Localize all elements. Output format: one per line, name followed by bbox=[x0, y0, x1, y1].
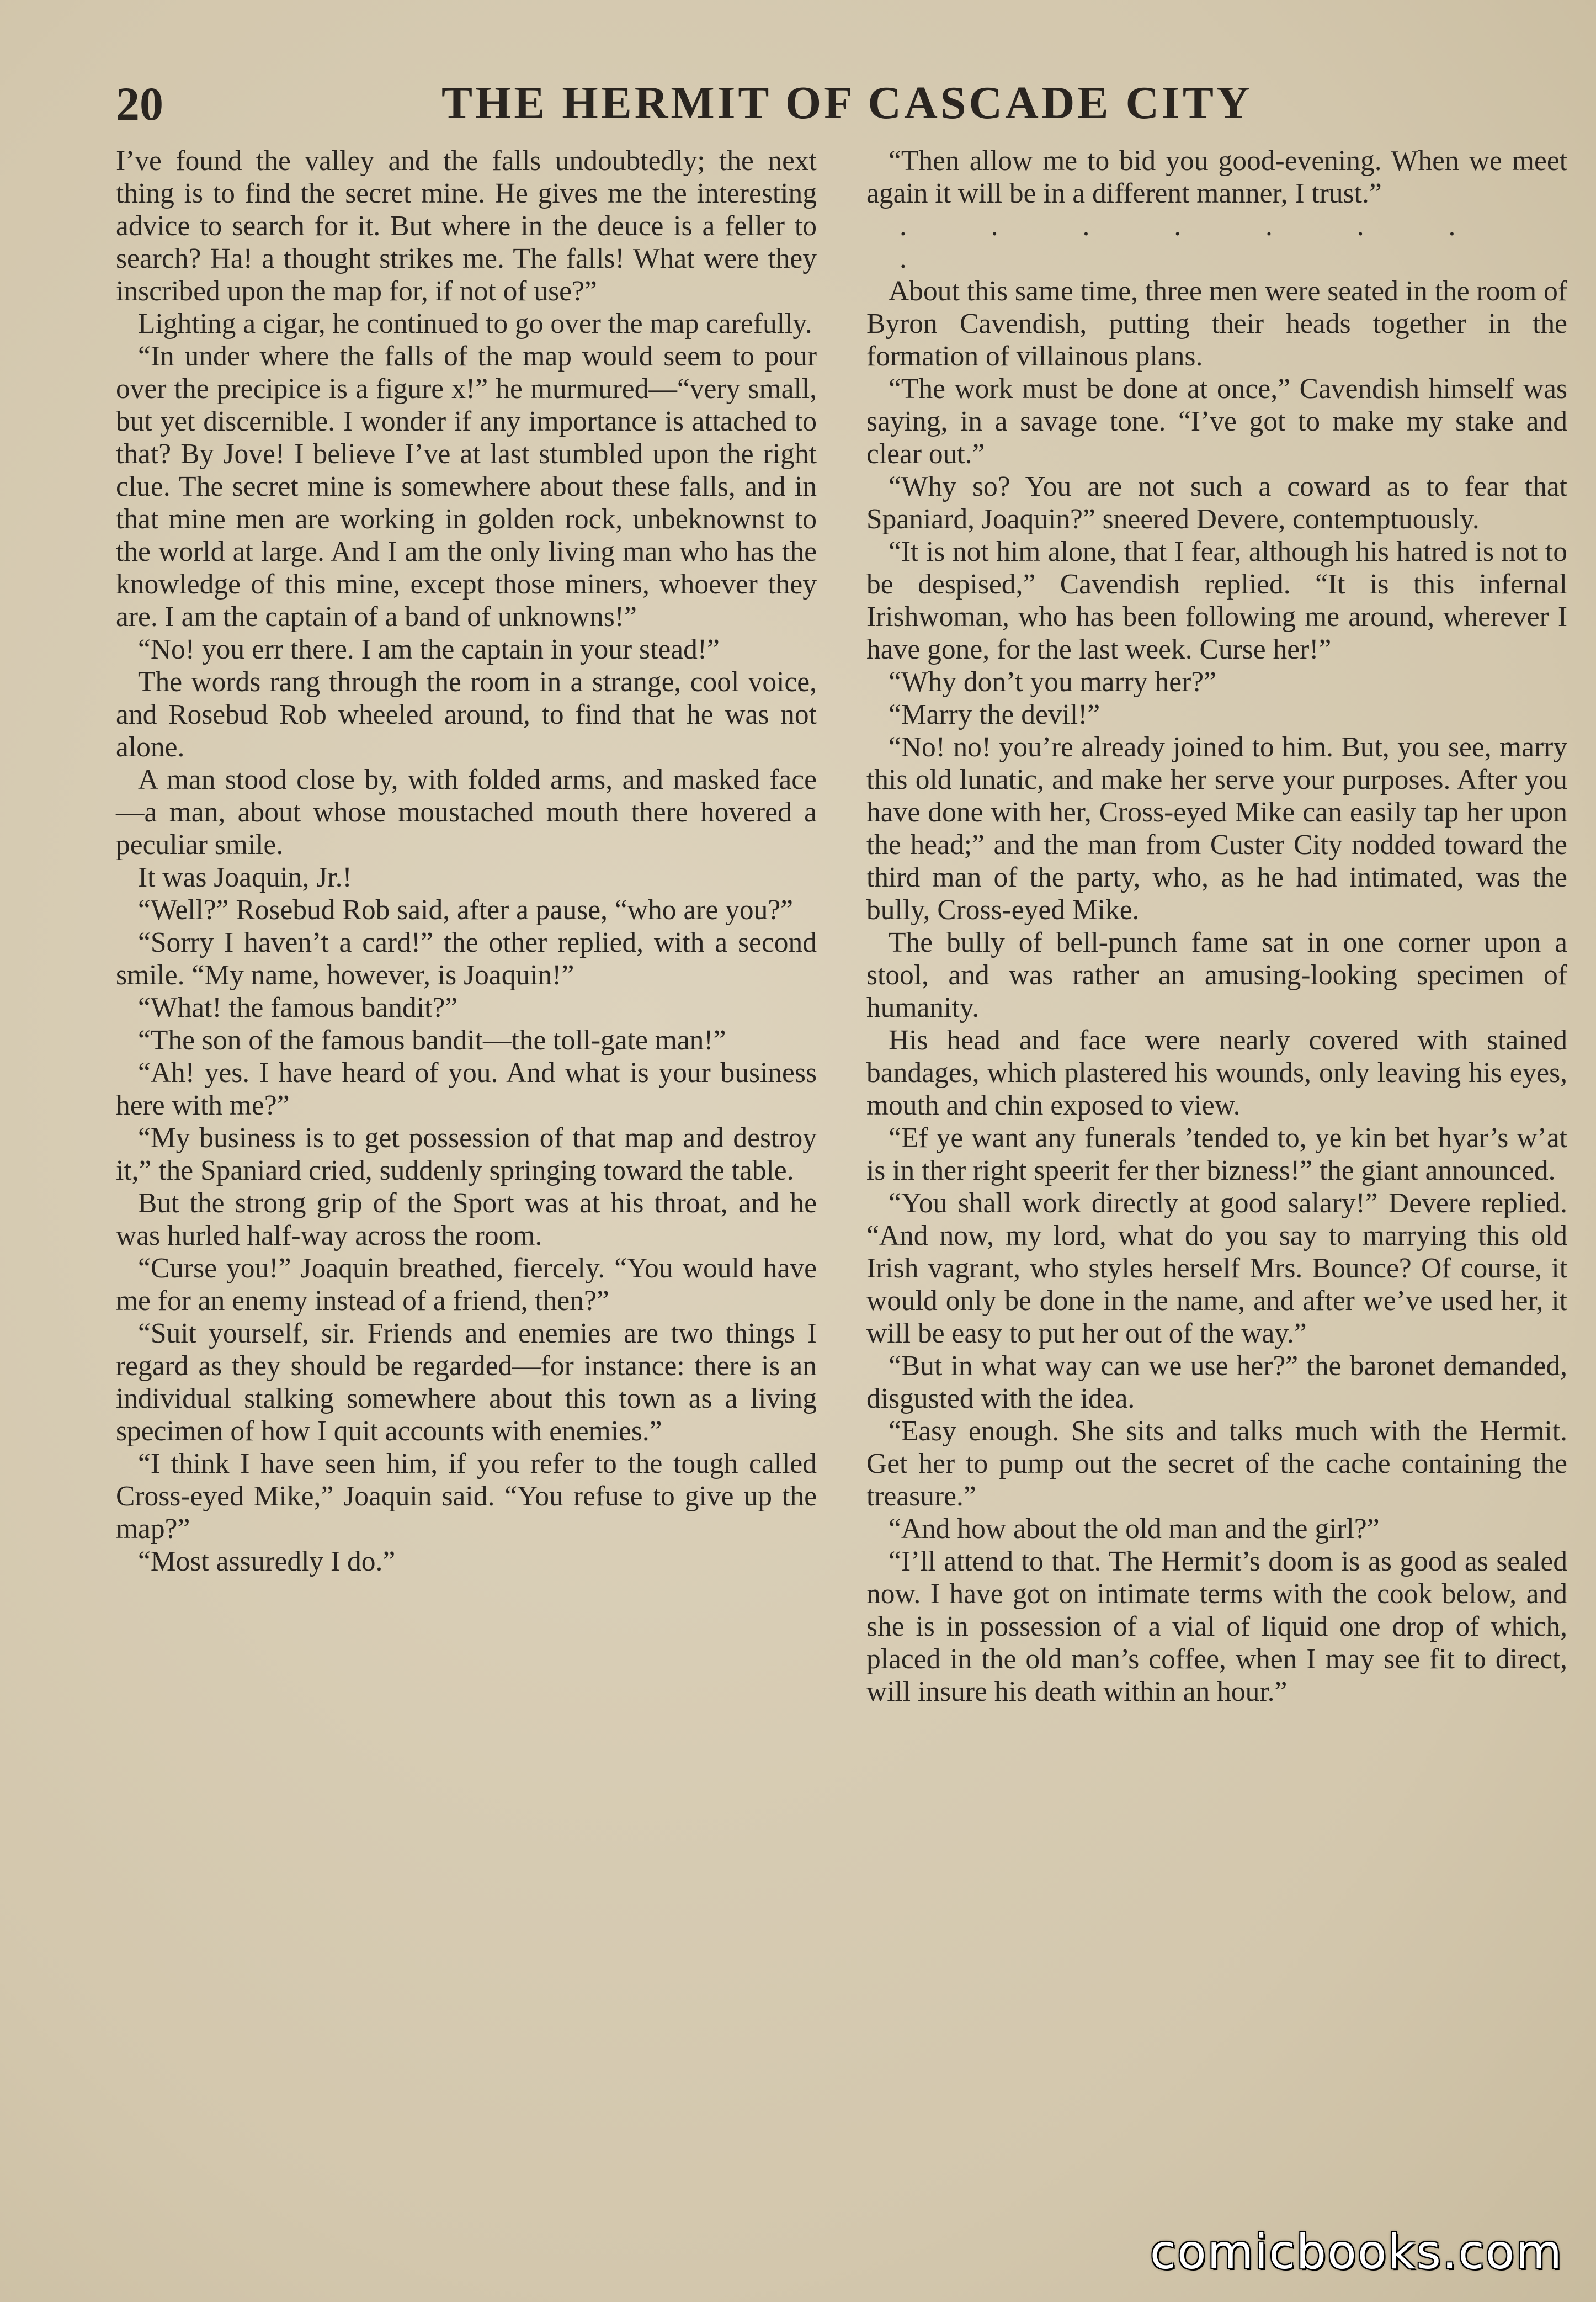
paragraph: The bully of bell-punch fame sat in one corner upon a stool, and was rather an amusing-looking specimen of humanity. bbox=[866, 927, 1567, 1023]
paragraph: “Most assuredly I do.” bbox=[138, 1546, 396, 1577]
paragraph: About this same time, three men were seated in the room of Byron Cavendish, putting their heads together in the formation of villainous plans. bbox=[866, 275, 1567, 372]
paragraph: Lighting a cigar, he continued to go over the map carefully. bbox=[138, 308, 812, 340]
page-number: 20 bbox=[116, 77, 163, 130]
left-column bbox=[116, 145, 817, 1578]
paragraph: “I think I have seen him, if you refer to the tough called Cross-eyed Mike,” Joaquin said. “You refuse to give up the map?” bbox=[116, 1448, 817, 1545]
paragraph: “And how about the old man and the girl?” bbox=[889, 1513, 1380, 1545]
paragraph: “Sorry I haven’t a card!” the other replied, with a second smile. “My name, however, is Joaquin!” bbox=[116, 927, 817, 991]
paragraph: “In under where the falls of the map would seem to pour over the precipice is a figure x!” he murmured—“very small, but yet discernible. I wonder if any importance is attached to that? By Jove! I believe I’ve at last stumbled upon the right clue. The secret mine is somewhere about these falls, and in that mine men are working in golden rock, unbeknownst to the world at large. And I am the only living man who has the knowledge of this mine, except those miners, whoever they are. I am the captain of a band of unknowns!” bbox=[116, 341, 817, 633]
paragraph: “Suit yourself, sir. Friends and enemies are two things I regard as they should be regarded—for instance: there is an individual stalking somewhere about this town as a living specimen of how I quit accounts with enemies.” bbox=[116, 1318, 817, 1447]
paragraph: “My business is to get possession of that map and destroy it,” the Spaniard cried, suddenly springing toward the table. bbox=[116, 1122, 817, 1186]
paragraph: “Ah! yes. I have heard of you. And what is your business here with me?” bbox=[116, 1057, 817, 1121]
paragraph: It was Joaquin, Jr.! bbox=[138, 862, 352, 893]
paragraph: “Curse you!” Joaquin breathed, fiercely. “You would have me for an enemy instead of a friend, then?” bbox=[116, 1253, 817, 1317]
paragraph: “Why don’t you marry her?” bbox=[889, 666, 1216, 698]
paragraph: “Why so? You are not such a coward as to fear that Spaniard, Joaquin?” sneered Devere, contemptuously. bbox=[866, 471, 1567, 535]
paragraph: “I’ll attend to that. The Hermit’s doom is as good as sealed now. I have got on intimate terms with the cook below, and she is in possession of a vial of liquid one drop of which, placed in the old man’s coffee, when I may see fit to direct, will insure his death within an hour.” bbox=[866, 1546, 1567, 1707]
paragraph: “Marry the devil!” bbox=[889, 699, 1100, 730]
paragraph: “You shall work directly at good salary!” Devere replied. “And now, my lord, what do you say to marrying this old Irish vagrant, who styles herself Mrs. Bounce? Of course, it would only be done in the name, and after we’ve used her, it will be easy to put her out of the way.” bbox=[866, 1187, 1567, 1349]
paragraph: “The son of the famous bandit—the toll-gate man!” bbox=[138, 1025, 726, 1056]
paragraph: “No! no! you’re already joined to him. But, you see, marry this old lunatic, and make her serve your purposes. After you have done with her, Cross-eyed Mike can easily tap her upon the head;” and the man from Custer City nodded toward the third man of the party, who, as he had intimated, was the bully, Cross-eyed Mike. bbox=[866, 731, 1567, 926]
paragraph: “No! you err there. I am the captain in your stead!” bbox=[138, 634, 720, 665]
paragraph: “Ef ye want any funerals ’tended to, ye kin bet hyar’s w’at is in ther right speerit fer ther bizness!” the giant announced. bbox=[866, 1122, 1567, 1186]
paragraph: “What! the famous bandit?” bbox=[138, 992, 458, 1023]
paragraph: “But in what way can we use her?” the baronet demanded, disgusted with the idea. bbox=[866, 1350, 1567, 1414]
paragraph: His head and face were nearly covered with stained bandages, which plastered his wounds, only leaving his eyes, mouth and chin exposed to view. bbox=[866, 1025, 1567, 1121]
paragraph: I’ve found the valley and the falls undoubtedly; the next thing is to find the secret mine. He gives me the interesting advice to search for it. But where in the deuce is a feller to search? Ha! a thought strikes me. The falls! What were they inscribed upon the map for, if not of use?” bbox=[116, 145, 817, 307]
paragraph: “Then allow me to bid you good-evening. When we meet again it will be in a different manner, I trust.” bbox=[866, 145, 1567, 209]
right-column bbox=[866, 145, 1567, 1708]
paragraph: “Easy enough. She sits and talks much with the Hermit. Get her to pump out the secret of the cache containing the treasure.” bbox=[866, 1415, 1567, 1512]
paragraph: “It is not him alone, that I fear, although his hatred is not to be despised,” Cavendish replied. “It is this infernal Irishwoman, who has been following me around, wherever I have gone, for the last week. Curse her!” bbox=[866, 536, 1567, 665]
running-title: THE HERMIT OF CASCADE CITY bbox=[441, 77, 1253, 129]
paragraph: A man stood close by, with folded arms, and masked face—a man, about whose moustached mouth there hovered a peculiar smile. bbox=[116, 764, 817, 861]
section-break-dots: . . . . . . . . bbox=[900, 210, 1494, 274]
page-header bbox=[116, 72, 1496, 138]
site-watermark: comicbooks.com bbox=[1150, 2225, 1563, 2280]
paragraph: But the strong grip of the Sport was at his throat, and he was hurled half-way across the room. bbox=[116, 1187, 817, 1251]
paragraph: “Well?” Rosebud Rob said, after a pause, “who are you?” bbox=[138, 894, 794, 926]
paragraph: The words rang through the room in a strange, cool voice, and Rosebud Rob wheeled around, to find that he was not alone. bbox=[116, 666, 817, 763]
paragraph: “The work must be done at once,” Cavendish himself was saying, in a savage tone. “I’ve got to make my stake and clear out.” bbox=[866, 373, 1567, 470]
